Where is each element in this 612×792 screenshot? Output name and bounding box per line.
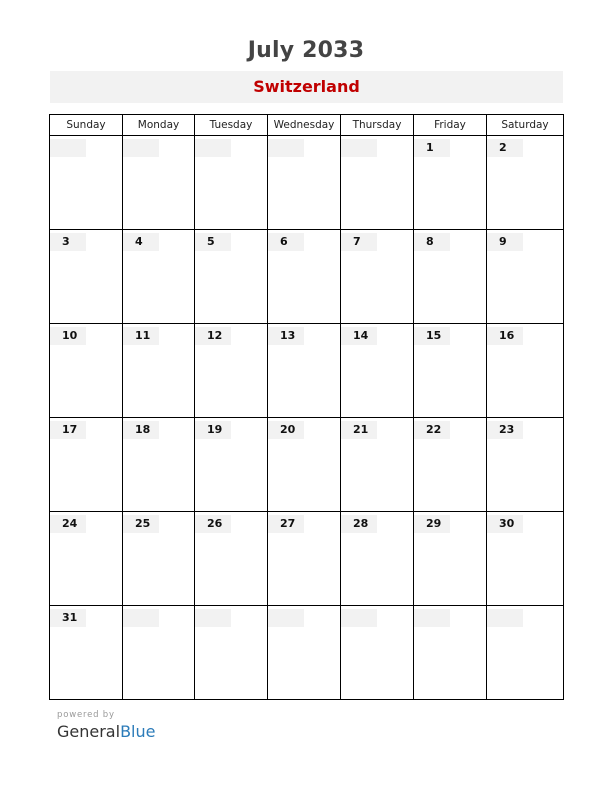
day-cell — [414, 324, 487, 418]
weekday-sunday: Sunday — [50, 115, 123, 136]
day-shade — [123, 139, 159, 157]
weekday-wednesday: Wednesday — [268, 115, 341, 136]
day-shade — [268, 139, 304, 157]
day-cell — [50, 606, 123, 700]
week-row — [50, 136, 564, 230]
day-cell — [414, 230, 487, 324]
day-cell — [414, 418, 487, 512]
page-title: July 2033 — [247, 38, 365, 63]
week-row — [50, 418, 564, 512]
day-number: 26 — [195, 515, 231, 533]
day-cell — [414, 136, 487, 230]
powered-by-text: powered by — [57, 710, 115, 720]
empty-day-cell — [487, 606, 564, 700]
empty-day-cell — [341, 136, 414, 230]
day-number: 11 — [123, 327, 159, 345]
day-cell — [487, 418, 564, 512]
day-number: 28 — [341, 515, 377, 533]
weekday-monday: Monday — [123, 115, 195, 136]
weekday-thursday: Thursday — [341, 115, 414, 136]
day-cell — [123, 512, 195, 606]
day-number: 16 — [487, 327, 523, 345]
day-cell — [341, 230, 414, 324]
day-cell — [341, 512, 414, 606]
day-number: 8 — [414, 233, 450, 251]
weekday-friday: Friday — [414, 115, 487, 136]
day-cell — [50, 418, 123, 512]
day-number: 22 — [414, 421, 450, 439]
day-cell — [341, 324, 414, 418]
day-cell — [195, 324, 268, 418]
week-row — [50, 230, 564, 324]
day-shade — [123, 609, 159, 627]
empty-day-cell — [268, 606, 341, 700]
day-cell — [341, 418, 414, 512]
weekday-tuesday: Tuesday — [195, 115, 268, 136]
day-shade — [341, 139, 377, 157]
day-number: 9 — [487, 233, 523, 251]
day-number: 29 — [414, 515, 450, 533]
day-number: 3 — [50, 233, 86, 251]
brand-blue: Blue — [120, 722, 156, 741]
day-cell — [414, 512, 487, 606]
weekday-header-row — [50, 115, 564, 136]
day-cell — [195, 418, 268, 512]
day-cell — [268, 324, 341, 418]
day-cell — [487, 512, 564, 606]
empty-day-cell — [268, 136, 341, 230]
day-number: 24 — [50, 515, 86, 533]
day-number: 14 — [341, 327, 377, 345]
day-number: 23 — [487, 421, 523, 439]
day-cell — [123, 418, 195, 512]
day-shade — [414, 609, 450, 627]
day-number: 5 — [195, 233, 231, 251]
day-shade — [50, 139, 86, 157]
day-cell — [123, 324, 195, 418]
day-cell — [50, 512, 123, 606]
week-row — [50, 324, 564, 418]
day-number: 13 — [268, 327, 304, 345]
day-number: 25 — [123, 515, 159, 533]
day-number: 15 — [414, 327, 450, 345]
day-number: 6 — [268, 233, 304, 251]
empty-day-cell — [414, 606, 487, 700]
day-number: 31 — [50, 609, 86, 627]
day-number: 2 — [487, 139, 523, 157]
calendar-grid — [49, 114, 564, 700]
empty-day-cell — [195, 136, 268, 230]
day-cell — [123, 230, 195, 324]
day-cell — [487, 230, 564, 324]
day-number: 20 — [268, 421, 304, 439]
empty-day-cell — [341, 606, 414, 700]
day-number: 7 — [341, 233, 377, 251]
day-number: 27 — [268, 515, 304, 533]
day-number: 19 — [195, 421, 231, 439]
day-number: 30 — [487, 515, 523, 533]
day-cell — [50, 324, 123, 418]
day-cell — [268, 418, 341, 512]
day-shade — [268, 609, 304, 627]
day-shade — [487, 609, 523, 627]
day-number: 21 — [341, 421, 377, 439]
day-cell — [487, 136, 564, 230]
day-cell — [487, 324, 564, 418]
day-shade — [195, 139, 231, 157]
day-cell — [268, 512, 341, 606]
day-number: 10 — [50, 327, 86, 345]
country-name: Switzerland — [253, 77, 360, 96]
empty-day-cell — [123, 606, 195, 700]
day-number: 4 — [123, 233, 159, 251]
day-number: 18 — [123, 421, 159, 439]
week-row — [50, 606, 564, 700]
day-cell — [195, 512, 268, 606]
empty-day-cell — [50, 136, 123, 230]
day-cell — [195, 230, 268, 324]
week-row — [50, 512, 564, 606]
generalblue-logo — [57, 722, 155, 741]
day-number: 1 — [414, 139, 450, 157]
day-shade — [341, 609, 377, 627]
weekday-saturday: Saturday — [487, 115, 564, 136]
day-cell — [50, 230, 123, 324]
brand-general: General — [57, 722, 121, 741]
day-number: 12 — [195, 327, 231, 345]
day-shade — [195, 609, 231, 627]
country-banner — [50, 71, 563, 103]
day-number: 17 — [50, 421, 86, 439]
empty-day-cell — [123, 136, 195, 230]
day-cell — [268, 230, 341, 324]
footer-branding — [57, 710, 155, 741]
empty-day-cell — [195, 606, 268, 700]
